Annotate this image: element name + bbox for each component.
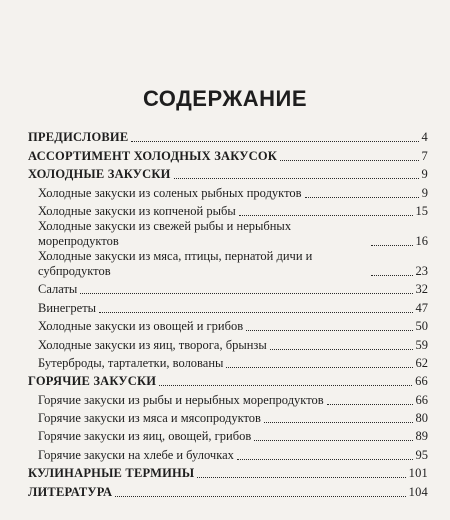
leader-dots xyxy=(99,312,412,313)
toc-entry-text: ПРЕДИСЛОВИЕ xyxy=(28,130,129,145)
toc-entry-text: Горячие закуски из яиц, овощей, грибов xyxy=(38,429,252,444)
toc-entry-literature[interactable] xyxy=(28,481,428,499)
toc-entry-vegetables-mushrooms[interactable] xyxy=(28,316,428,334)
toc-page-number: 47 xyxy=(415,300,428,315)
toc-entry-hot-fish[interactable] xyxy=(28,389,428,407)
toc-entry-text: АССОРТИМЕНТ ХОЛОДНЫХ ЗАКУСОК xyxy=(28,148,278,163)
toc-page-number: 101 xyxy=(408,466,428,481)
leader-dots xyxy=(327,404,413,405)
toc-entry-fresh-fish[interactable] xyxy=(28,219,428,249)
leader-dots xyxy=(80,293,412,294)
toc-page-number: 15 xyxy=(415,203,428,218)
leader-dots xyxy=(270,349,413,350)
toc-entry-smoked-fish[interactable] xyxy=(28,201,428,219)
toc-entry-text: Бутерброды, тарталетки, волованы xyxy=(38,355,224,370)
toc-page-number: 59 xyxy=(415,337,428,352)
toc-entry-cold-appetizers[interactable] xyxy=(28,164,428,182)
toc-entry-text: Холодные закуски из свежей рыбы и нерыбных морепродуктов xyxy=(38,218,292,248)
toc-entry-hot-appetizers[interactable] xyxy=(28,371,428,389)
toc-entry-text: КУЛИНАРНЫЕ ТЕРМИНЫ xyxy=(28,466,195,481)
toc-entry-vinaigrettes[interactable] xyxy=(28,297,428,315)
toc-page-number: 80 xyxy=(415,411,428,426)
toc-page-number: 95 xyxy=(415,447,428,462)
toc-entry-hot-eggs-vegetables[interactable] xyxy=(28,426,428,444)
toc-page-number: 50 xyxy=(415,319,428,334)
toc-page-number: 7 xyxy=(421,148,428,163)
toc-page-number: 9 xyxy=(421,167,428,182)
leader-dots xyxy=(246,330,412,331)
leader-dots xyxy=(237,459,413,460)
toc-entry-hot-meat[interactable] xyxy=(28,408,428,426)
toc-page-number: 89 xyxy=(415,429,428,444)
toc-entry-text: Горячие закуски из рыбы и нерыбных морепродуктов xyxy=(38,392,324,407)
toc-entry-text: ХОЛОДНЫЕ ЗАКУСКИ xyxy=(28,167,171,182)
leader-dots xyxy=(280,160,419,161)
toc-entry-salted-fish[interactable] xyxy=(28,182,428,200)
toc-entry-salads[interactable] xyxy=(28,279,428,297)
toc-entry-sandwiches[interactable] xyxy=(28,353,428,371)
table-of-contents xyxy=(28,127,428,500)
toc-entry-text: Горячие закуски из мяса и мясопродуктов xyxy=(38,411,261,426)
toc-entry-assortment[interactable] xyxy=(28,145,428,163)
leader-dots xyxy=(197,477,405,478)
toc-page-number: 66 xyxy=(415,392,428,407)
toc-page-number: 104 xyxy=(408,484,428,499)
leader-dots xyxy=(239,215,413,216)
toc-entry-text: Холодные закуски из яиц, творога, брынзы xyxy=(38,337,267,352)
leader-dots xyxy=(131,141,418,142)
toc-entry-preface[interactable] xyxy=(28,127,428,145)
page-title: СОДЕРЖАНИЕ xyxy=(142,86,308,111)
toc-page-number: 9 xyxy=(421,185,428,200)
leader-dots xyxy=(264,422,413,423)
leader-dots xyxy=(305,197,419,198)
leader-dots xyxy=(371,245,413,246)
toc-entry-text: Холодные закуски из соленых рыбных продуктов xyxy=(38,185,302,200)
toc-entry-eggs-cheese[interactable] xyxy=(28,334,428,352)
toc-page-number: 62 xyxy=(415,355,428,370)
toc-page-number: 66 xyxy=(415,374,428,389)
toc-entry-hot-bread[interactable] xyxy=(28,444,428,462)
toc-page-number: 4 xyxy=(421,130,428,145)
leader-dots xyxy=(174,178,419,179)
leader-dots xyxy=(371,275,413,276)
toc-entry-text: Винегреты xyxy=(38,300,97,315)
toc-entry-culinary-terms[interactable] xyxy=(28,463,428,481)
toc-page-number: 16 xyxy=(415,233,428,248)
leader-dots xyxy=(115,496,405,497)
leader-dots xyxy=(254,440,412,441)
toc-entry-text: Салаты xyxy=(38,282,78,297)
toc-page-number: 32 xyxy=(415,282,428,297)
toc-entry-text: ГОРЯЧИЕ ЗАКУСКИ xyxy=(28,374,157,389)
leader-dots xyxy=(159,385,412,386)
toc-entry-meat-poultry[interactable] xyxy=(28,249,428,279)
toc-entry-text: Холодные закуски из мяса, птицы, пернатой дичи и субпродуктов xyxy=(38,248,313,278)
toc-entry-text: Холодные закуски из копченой рыбы xyxy=(38,203,236,218)
toc-entry-text: ЛИТЕРАТУРА xyxy=(28,484,113,499)
toc-page-number: 23 xyxy=(415,263,428,278)
leader-dots xyxy=(226,367,412,368)
toc-entry-text: Горячие закуски на хлебе и булочках xyxy=(38,447,234,462)
toc-entry-text: Холодные закуски из овощей и грибов xyxy=(38,319,244,334)
